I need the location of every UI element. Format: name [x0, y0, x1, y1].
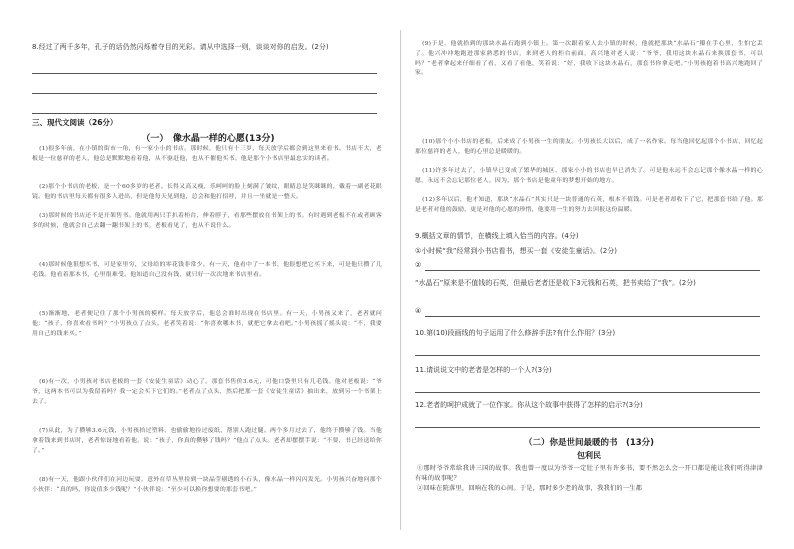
paragraph: (1)很多年前，在小镇的街市一角，有一家小小的书店。那时候，他只有十三岁，每天放学后都会到这里来看书。书店不大，老板是一位慈祥的老人，他总是默默地看着他，从不驱赶他，也从不催他买书。他是那个小书店里最忠实的读者。 — [32, 146, 382, 162]
question-9-item-3: “水晶石”原来是不值钱的石英，但最后老者还是收下3元钱和石英，把书卖给了“我”。(2分) — [415, 279, 696, 287]
answer-lines-q8 — [32, 64, 377, 114]
paragraph: (10)那个小小书店的老板，后来成了小男孩一生的朋友。小男孩长大以后，成了一名作家。每当他回忆起那个小书店，回忆起那位慈祥的老人，他的心里总是暖暖的。 — [415, 139, 763, 155]
answer-line[interactable] — [32, 64, 377, 74]
question-10: 10.第(10)段画线的句子运用了什么修辞手法?有什么作用？(3分) — [415, 329, 616, 337]
article-2-title: （二）你是世间最暖的书 (13分) — [523, 438, 655, 448]
paragraph: (6)有一次，小男孩对书店老板的一套《安徒生童话》动心了。那套书售价3.6元，可他口袋里只有几毛钱。他对老板说：“爷爷，这两本书可以为我留着吗？我一定会买下它们的。”老者点了点头，然后把那一套《安徒生童话》抽出来，放到另一个书架上去了。 — [32, 379, 382, 405]
question-9: 9.概括文章的情节，在横线上填入恰当的内容。(4分) — [415, 232, 579, 240]
answer-row-q9-4 — [415, 306, 760, 317]
paragraph: ①那时爷爷常给我讲三国的故事。我也曾一度以为爷爷一定肚子里有许多书，要不然怎么会一开口都是能让我们听得津津有味的故事呢？ — [415, 465, 763, 482]
paragraph: (2)那个小书店的老板，是一个60多岁的老者。长得又高又瘦，乐呵呵的脸上刻满了皱纹，眼睛总是笑眯眯的，戴着一副老花眼镜。他的书店里每天都有很多人进出，但是他每天见到他，总会和他打招呼，并且一坐就是一整天。 — [32, 184, 382, 200]
section-3-heading: 三、现代文阅读（26分） — [32, 118, 118, 127]
paragraph: (3)那时候的书店还不是开架售书。他就用两只手扒着柜台，伸着脖子，看那些摆放在书架上的书。有时遇到老板不在或者顾客多的时候，他就会自己去翻一翻书架上的书。老板看见了，也从不说什么。 — [32, 213, 382, 229]
answer-line[interactable] — [415, 346, 760, 356]
paragraph: (9)于是，他就拾到的那块水晶石跑到小镇上。第一次跟着家人去小镇的时候，他就把那块“水晶石”攥在手心里，生怕它丢了。他兴冲冲地跑进那家熟悉的书店，来到老人的柜台前面，高兴地对老人说：“爷爷，我用这块水晶石来换那套书，可以吗？”老者拿起来仔细看了看，又看了看他，笑着说：“好，我收下这块水晶石，那套书你拿走吧。”小男孩抱着书高兴地跑回了家。 — [415, 41, 763, 77]
item-marker: ④ — [415, 307, 422, 315]
paragraph: (7)从此，为了攒够3.6元钱，小男孩拾过塑料，也偷偷地捡过废纸，帮别人跑过腿。两个多月过去了，他终于攒够了钱。当他拿着钱来到书店时，老者惊讶地看着他，说：“孩子，你真的攒够了钱吗？”他点了点头。老者却摆摆手说：“不要，书已经送给你了。” — [32, 428, 382, 454]
paragraph: (4)那时候他很想买书，可是家里穷，父母给的零花钱非常少。有一天，他看中了一本书，他很想把它买下来，可是他只攒了几毛钱。他看着那本书，心里很难受。他知道自己没有钱，就只好一次次地来书店里看。 — [32, 262, 382, 278]
paragraph: (12)多年以后，他才知道，那块“水晶石”其实只是一块普通的石英，根本不值钱。可是老者却收下了它，把那套书给了他。那是老者对他的鼓励，更是对他的心愿的珍惜，他要用一生的努力去回报这份温暖。 — [415, 197, 763, 213]
article-2-body — [415, 464, 763, 494]
answer-line[interactable] — [32, 84, 377, 94]
paragraph: (8)有一天，他跟小伙伴们在河边玩耍，意外在草丛里捡到一块晶莹剔透的小石头，像水晶一样闪闪发光。小男孩兴奋地问那个小伙伴：“真的吗，你说值多少钱呢？”小伙伴说：“至少可以换你想要的那套书吧。” — [32, 477, 382, 493]
question-11: 11.请说说文中的老者是怎样的一个人?(3分) — [415, 366, 552, 374]
paragraph: (5)渐渐地，老者便记住了那个小男孩的模样。每天放学后，他总会准时出现在书店里。有一天，小男孩又来了，老者就问他：“孩子，你喜欢看书吗？”小男孩点了点头。老者笑着说：“你喜欢哪本书，就把它拿去看吧。”小男孩摇了摇头说：“不，我要用自己的钱来买。” — [32, 311, 382, 337]
question-8: 8.经过了两千多年，孔子的话仍然闪烁着夺目的光彩。请从中选择一则，谈谈对你的启发。(2分) — [32, 43, 329, 51]
article-1-title: （一） 像水晶一样的心愿(13分) — [141, 134, 275, 144]
answer-line[interactable] — [425, 306, 760, 317]
paragraph: ②回味在院落里，回响在我的心间。于是，那时多少老的故事，我我们的一生都 — [416, 485, 643, 492]
answer-line[interactable] — [415, 418, 760, 428]
article-2-author: 包利民 — [577, 451, 601, 460]
article-1-body — [32, 145, 382, 514]
question-12: 12.老者的呵护成就了一位作家。你从这个故事中获得了怎样的启示?(3分) — [415, 401, 643, 409]
item-marker: ② — [415, 261, 422, 269]
paragraph: (11)许多年过去了，小镇早已变成了繁华的城区，那家小小的书店也早已消失了。可是他永远不会忘记那个像水晶一样的心愿，永远不会忘记那位老人。因为，那个书店是他童年的梦想开始的地方。 — [415, 168, 763, 184]
column-divider — [400, 30, 401, 530]
answer-line[interactable] — [415, 383, 760, 393]
answer-line[interactable] — [32, 104, 377, 114]
question-9-item-1: ①小时候“我”经常到小书店看书，想买一套《安徒生童话》。(2分) — [415, 247, 617, 255]
article-1-body-continued — [415, 40, 763, 225]
answer-row-q9-2 — [415, 260, 760, 271]
answer-line[interactable] — [425, 260, 760, 271]
